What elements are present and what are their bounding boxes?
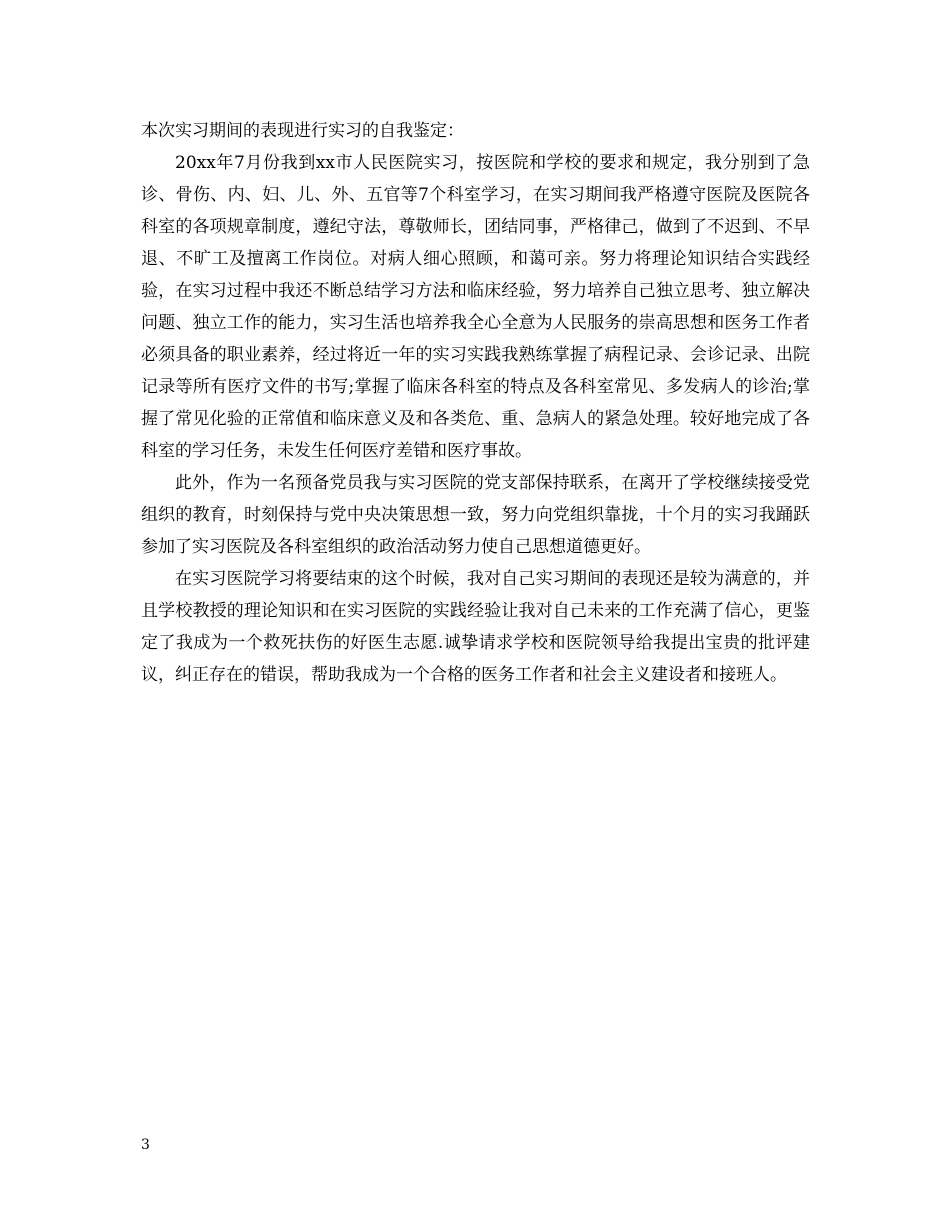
paragraph-conclusion: 在实习医院学习将要结束的这个时候，我对自己实习期间的表现还是较为满意的，并且学校教授的理论知识和在实习医院的实践经验让我对自己未来的工作充满了信心，更鉴定了我成为一个救死扶伤的好医生志愿.诚挚请求学校和医院领导给我提出宝贵的批评建议，纠正存在的错误，帮助我成为一个合格的医务工作者和社会主义建设者和接班人。 — [141, 569, 810, 685]
paragraph-party-activities: 此外，作为一名预备党员我与实习医院的党支部保持联系，在离开了学校继续接受党组织的教育，时刻保持与党中央决策思想一致，努力向党组织靠拢，十个月的实习我踊跃参加了实习医院及各科室组织的政治活动努力使自己思想道德更好。 — [141, 473, 810, 557]
page-number: 3 — [141, 1137, 150, 1153]
document-body — [141, 115, 810, 691]
paragraph-intro: 本次实习期间的表现进行实习的自我鉴定： — [141, 121, 464, 141]
paragraph-internship-summary: 20xx年7月份我到xx市人民医院实习，按医院和学校的要求和规定，我分别到了急诊、骨伤、内、妇、儿、外、五官等7个科室学习，在实习期间我严格遵守医院及医院各科室的各项规章制度，遵纪守法，尊敬师长，团结同事，严格律己，做到了不迟到、不早退、不旷工及擅离工作岗位。对病人细心照顾，和蔼可亲。努力将理论知识结合实践经验，在实习过程中我还不断总结学习方法和临床经验，努力培养自己独立思考、独立解决问题、独立工作的能力，实习生活也培养我全心全意为人民服务的崇高思想和医务工作者必须具备的职业素养，经过将近一年的实习实践我熟练掌握了病程记录、会诊记录、出院记录等所有医疗文件的书写;掌握了临床各科室的特点及各科室常见、多发病人的诊治;掌握了常见化验的正常值和临床意义及和各类危、重、急病人的紧急处理。较好地完成了各科室的学习任务，未发生任何医疗差错和医疗事故。 — [141, 153, 810, 461]
